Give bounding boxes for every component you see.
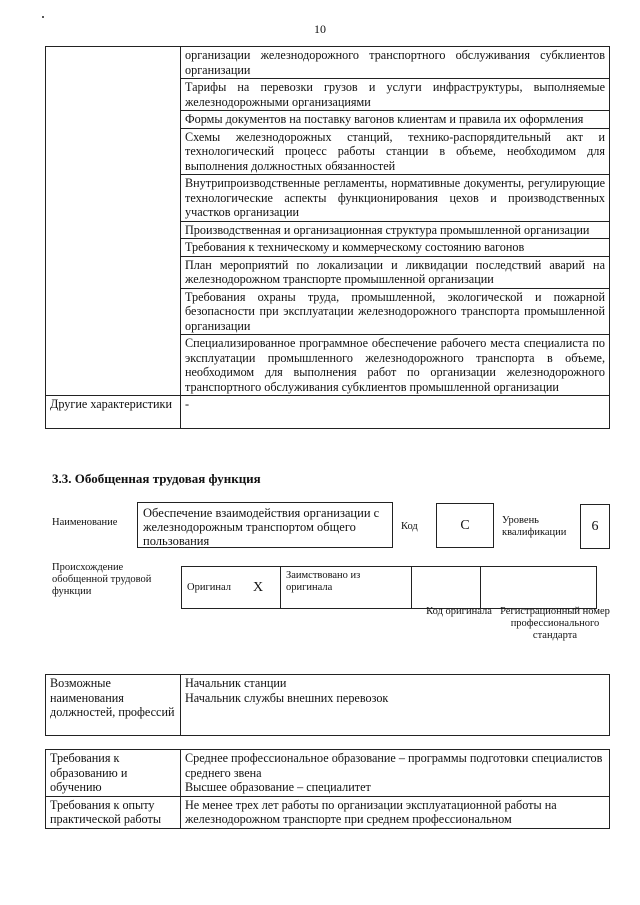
list-item: Начальник службы внешних перевозок: [185, 690, 389, 705]
knowledge-table: [45, 46, 610, 429]
positions-table: [45, 674, 610, 736]
table-row: [46, 796, 610, 828]
list-item: Среднее профессиональное образование – программы подготовки специалистов среднего звена: [185, 751, 603, 780]
table-cell: Требования охраны труда, промышленной, экологической и пожарной безопасности при эксплуатации железнодорожного транспорта промышленной организации: [181, 288, 610, 335]
table-cell: организации железнодорожного транспортного обслуживания субклиентов организации: [181, 47, 610, 79]
table-cell: Тарифы на перевозки грузов и услуги инфраструктуры, выполняемые железнодорожными организациями: [181, 79, 610, 111]
registration-caption: Регистрационный номер профессионального стандарта: [500, 606, 610, 641]
code-label: Код: [401, 521, 418, 532]
name-label: Наименование: [52, 517, 118, 528]
table-row: [46, 396, 610, 429]
level-label: Уровень квалификации: [502, 515, 567, 538]
origin-label: Происхождение обобщенной трудовой функции: [52, 562, 152, 597]
origin-table: [181, 566, 597, 609]
original-label: Оригинал: [182, 567, 249, 609]
list-item: Начальник станции: [185, 676, 287, 690]
code-caption: Код оригинала: [426, 606, 492, 617]
code-box: C: [436, 503, 494, 548]
other-characteristics-label: Другие характеристики: [46, 396, 181, 429]
positions-list: [181, 675, 610, 736]
table-row: [46, 675, 610, 736]
original-mark: X: [248, 567, 281, 609]
table-cell: План мероприятий по локализации и ликвидации последствий аварий на железнодорожном транспорте промышленной организации: [181, 256, 610, 288]
list-item: Высшее образование – специалитет: [185, 780, 371, 794]
function-name-box: Обеспечение взаимодействия организации с железнодорожным транспортом общего пользования: [137, 502, 393, 548]
table-cell: Схемы железнодорожных станций, технико-распорядительный акт и технологический процесс работы станции в объеме, необходимом для выполнения должностных обязанностей: [181, 128, 610, 175]
table-cell: Внутрипроизводственные регламенты, нормативные документы, регулирующие технологические аспекты функционирования цехов и производственных участков организации: [181, 175, 610, 222]
table-cell: Производственная и организационная структура промышленной организации: [181, 221, 610, 239]
table-row: [182, 567, 597, 609]
requirements-table: [45, 749, 610, 829]
registration-number-cell: [481, 567, 597, 609]
table-cell: Требования к техническому и коммерческому состоянию вагонов: [181, 239, 610, 257]
level-box: 6: [580, 504, 610, 549]
other-characteristics-value: -: [181, 396, 610, 429]
table-cell: Формы документов на поставку вагонов клиентам и правила их оформления: [181, 111, 610, 129]
education-value: [181, 750, 610, 797]
original-code-cell: [412, 567, 481, 609]
borrowed-label: Заимствовано из оригинала: [281, 567, 412, 609]
section-title: 3.3. Обобщенная трудовая функция: [52, 471, 261, 486]
table-row: [46, 47, 610, 79]
table-cell: Специализированное программное обеспечение рабочего места специалиста по эксплуатации промышленного железнодорожного транспорта в объеме, необходимом для выполнения работ по организации железнодорожного транспортного обслуживания субклиентов промышленной организации: [181, 335, 610, 396]
education-label: Требования к образованию и обучению: [46, 750, 181, 797]
scan-dot: [42, 16, 44, 18]
table-row: [46, 750, 610, 797]
experience-label: Требования к опыту практической работы: [46, 796, 181, 828]
row-label-cell: [46, 47, 181, 396]
positions-label: Возможные наименования должностей, профессий: [46, 675, 181, 736]
page-number: 10: [314, 22, 326, 36]
experience-value: Не менее трех лет работы по организации эксплуатационной работы на железнодорожном транспорте при среднем профессиональном: [181, 796, 610, 828]
